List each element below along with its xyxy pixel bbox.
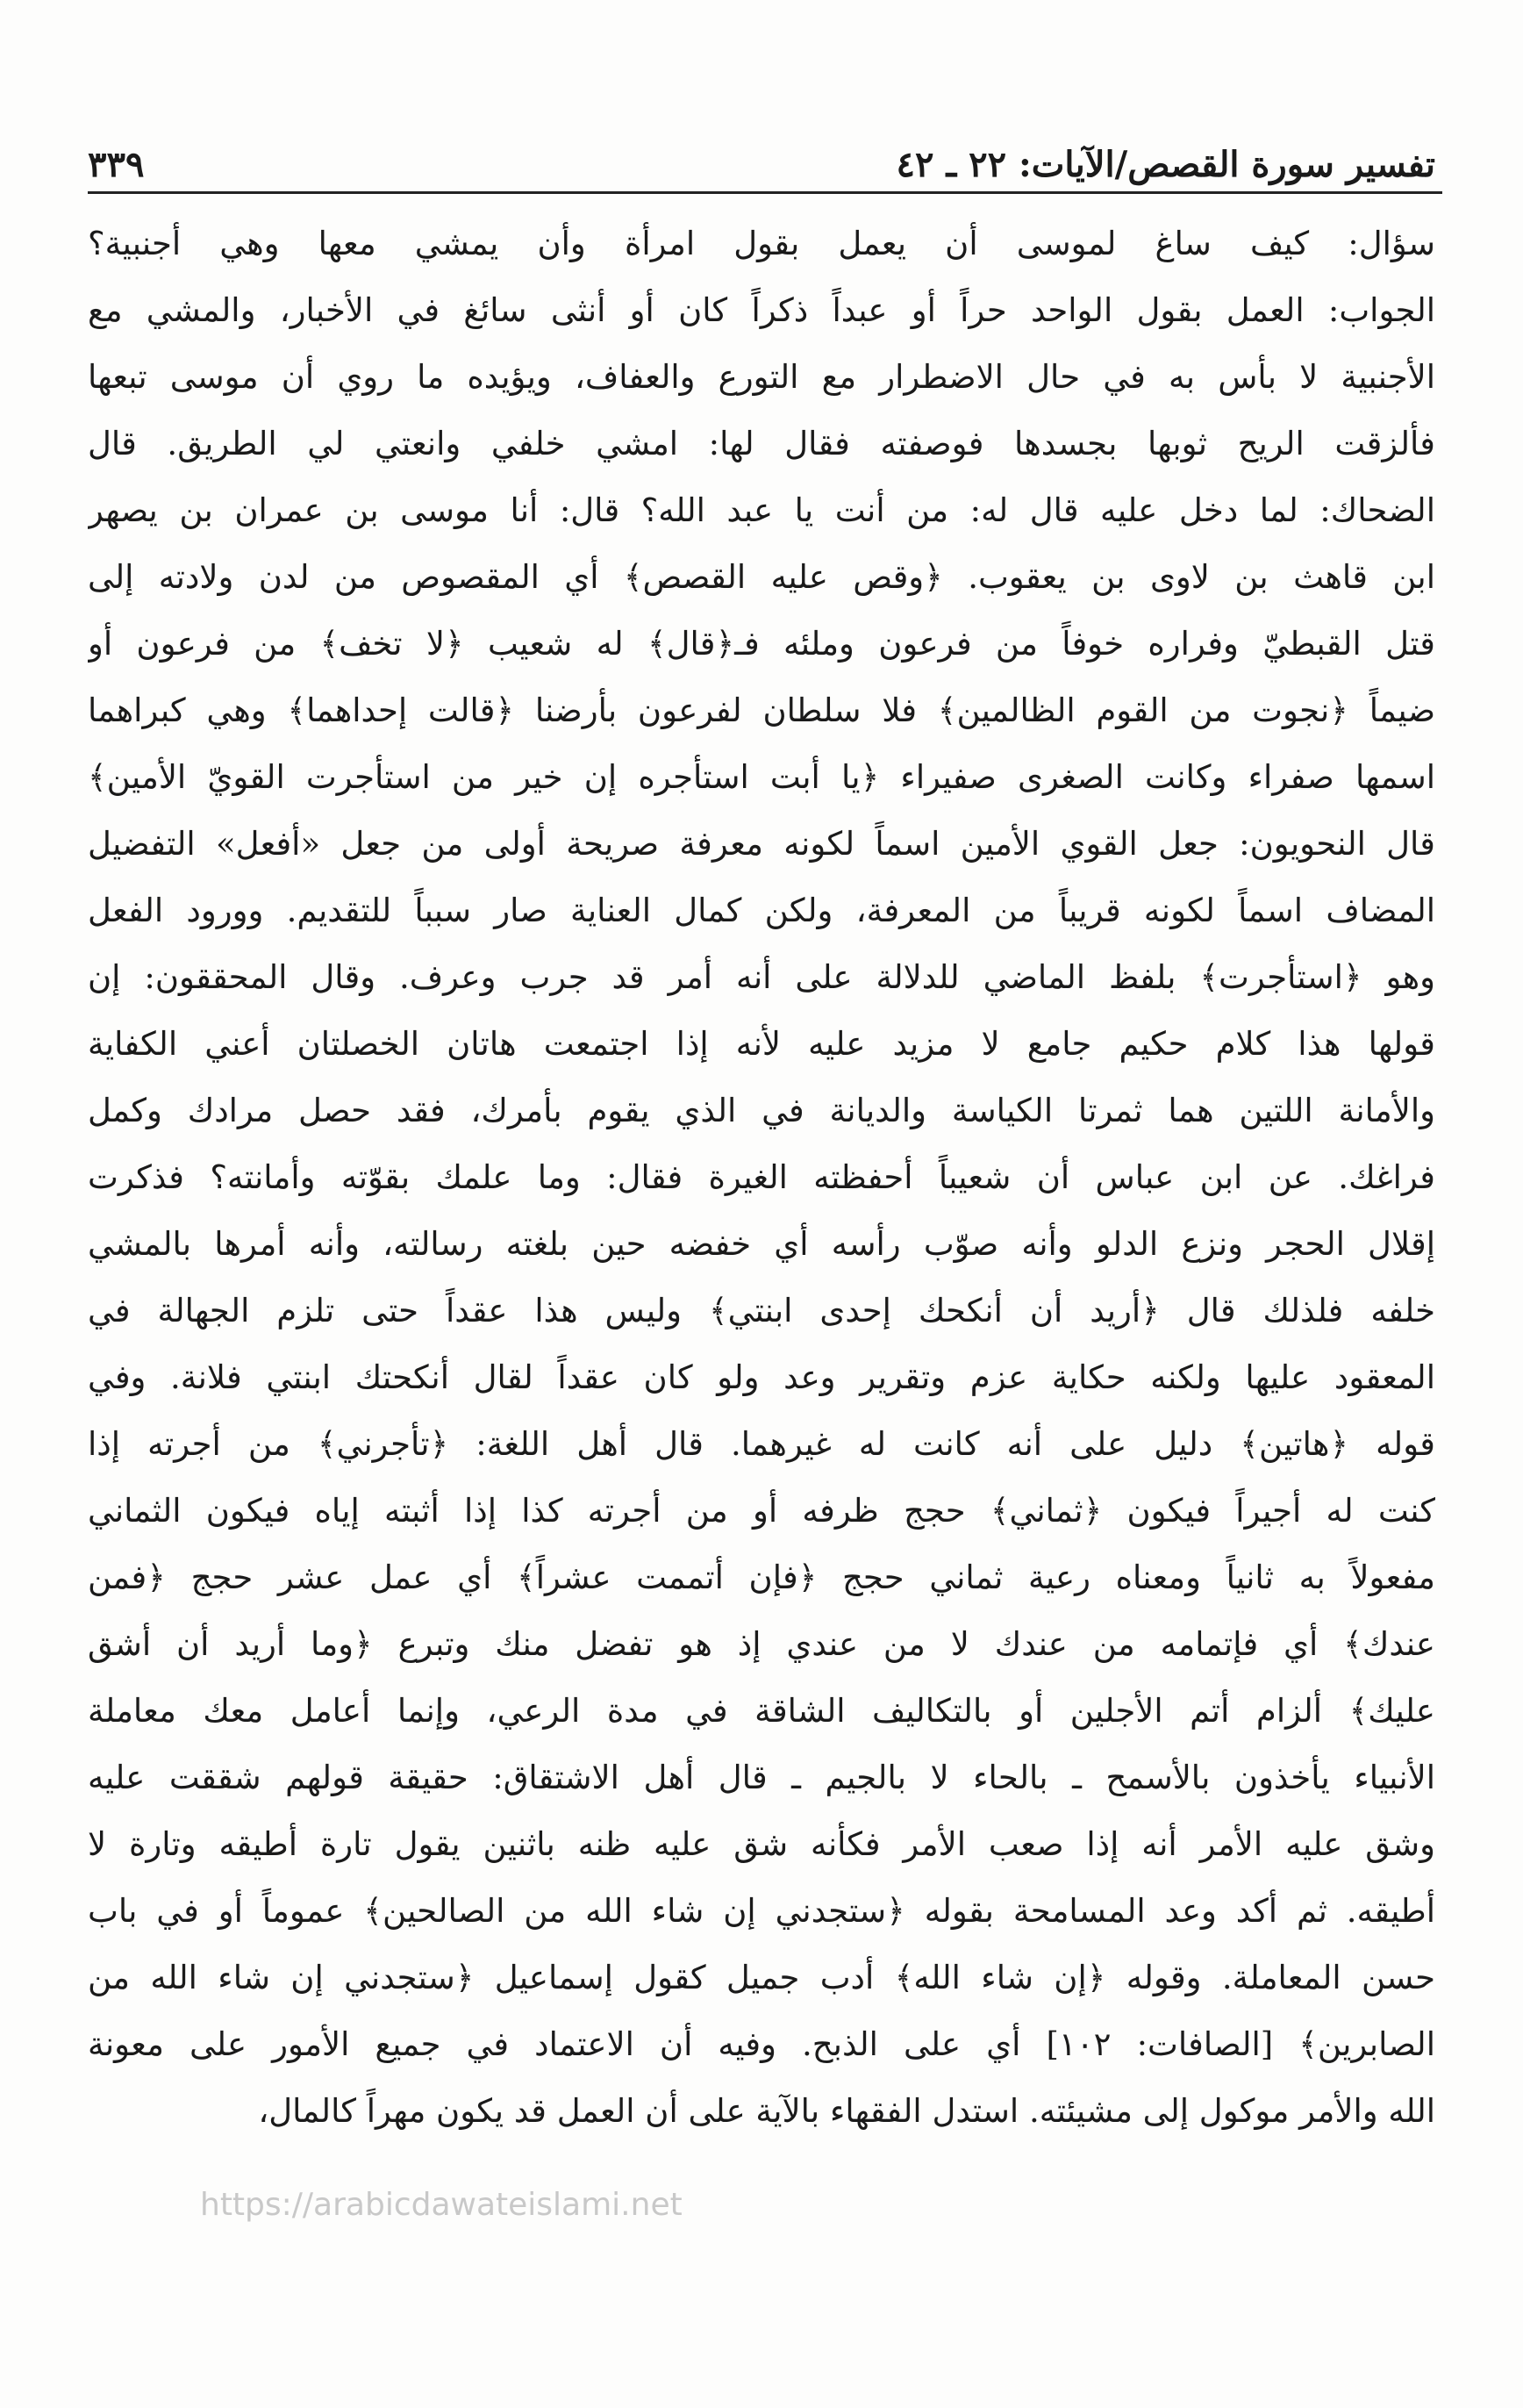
- text-line: قال النحويون: جعل القوي الأمين اسماً لكونه معرفة صريحة أولى من جعل «أفعل» التفضيل: [88, 825, 1435, 863]
- text-line: الله والأمر موكول إلى مشيئته. استدل الفقهاء بالآية على أن العمل قد يكون مهراً كالمال،: [258, 2092, 1435, 2130]
- text-line: قولها هذا كلام حكيم جامع لا مزيد عليه لأنه إذا اجتمعت هاتان الخصلتان أعني الكفاية: [88, 1025, 1435, 1063]
- text-line: كنت له أجيراً فيكون ﴿ثماني﴾ حجج ظرفه أو من أجرته كذا إذا أثبته إياه فيكون الثماني: [88, 1492, 1435, 1530]
- text-line: الأجنبية لا بأس به في حال الاضطرار مع التورع والعفاف، ويؤيده ما روي أن موسى تبعها: [88, 358, 1435, 396]
- text-line: الضحاك: لما دخل عليه قال له: من أنت يا عبد الله؟ قال: أنا موسى بن عمران بن يصهر: [88, 491, 1435, 529]
- text-line: خلفه فلذلك قال ﴿أريد أن أنكحك إحدى ابنتي﴾ وليس هذا عقداً حتى تلزم الجهالة في: [88, 1292, 1435, 1329]
- text-line: فألزقت الريح ثوبها بجسدها فوصفته فقال لها: امشي خلفي وانعتي لي الطريق. قال: [88, 425, 1435, 462]
- running-header-title: تفسير سورة القصص/الآيات: ٢٢ ـ ٤٢: [896, 144, 1435, 185]
- text-line: المعقود عليها ولكنه حكاية عزم وتقرير وعد ولو كان عقداً لقال أنكحتك ابنتي فلانة. وفي: [88, 1358, 1435, 1396]
- text-line: الأنبياء يأخذون بالأسمح ـ بالحاء لا بالجيم ـ قال أهل الاشتقاق: حقيقة قولهم شققت عليه: [88, 1759, 1435, 1796]
- text-line: والأمانة اللتين هما ثمرتا الكياسة والديانة في الذي يقوم بأمرك، فقد حصل مرادك وكمل: [88, 1092, 1435, 1129]
- body-text: [88, 211, 1435, 2229]
- text-line: أطيقه. ثم أكد وعد المسامحة بقوله ﴿ستجدني إن شاء الله من الصالحين﴾ عموماً أو في باب: [88, 1892, 1435, 1930]
- text-line: مفعولاً به ثانياً ومعناه رعية ثماني حجج ﴿فإن أتممت عشراً﴾ أي عمل عشر حجج ﴿فمن: [88, 1559, 1435, 1596]
- text-line: المضاف اسماً لكونه قريباً من المعرفة، ولكن كمال العناية صار سبباً للتقديم. وورود الفعل: [88, 892, 1435, 929]
- text-line: اسمها صفراء وكانت الصغرى صفيراء ﴿يا أبت استأجره إن خير من استأجرت القويّ الأمين﴾: [88, 758, 1435, 796]
- text-line: الصابرين﴾ [الصافات: ١٠٢] أي على الذبح. وفيه أن الاعتماد في جميع الأمور على معونة: [88, 2025, 1435, 2063]
- text-line: فراغك. عن ابن عباس أن شعيباً أحفظته الغيرة فقال: وما علمك بقوّته وأمانته؟ فذكرت: [88, 1158, 1435, 1196]
- text-line: حسن المعاملة. وقوله ﴿إن شاء الله﴾ أدب جميل كقول إسماعيل ﴿ستجدني إن شاء الله من: [88, 1959, 1435, 1996]
- text-line: عندك﴾ أي فإتمامه من عندك لا من عندي إذ هو تفضل منك وتبرع ﴿وما أريد أن أشق: [88, 1625, 1435, 1663]
- text-line: وهو ﴿استأجرت﴾ بلفظ الماضي للدلالة على أنه أمر قد جرب وعرف. وقال المحققون: إن: [88, 958, 1435, 996]
- watermark-url: https://arabicdawateislami.net: [200, 2187, 683, 2223]
- text-line: ابن قاهث بن لاوى بن يعقوب. ﴿وقص عليه القصص﴾ أي المقصوص من لدن ولادته إلى: [88, 558, 1435, 596]
- text-line: قوله ﴿هاتين﴾ دليل على أنه كانت له غيرهما. قال أهل اللغة: ﴿تأجرني﴾ من أجرته إذا: [88, 1425, 1435, 1463]
- page-number: ٣٣٩: [88, 144, 145, 185]
- header-divider: [88, 191, 1442, 194]
- text-line: عليك﴾ ألزام أتم الأجلين أو بالتكاليف الشاقة في مدة الرعي، وإنما أعامل معك معاملة: [88, 1692, 1435, 1730]
- text-line: الجواب: العمل بقول الواحد حراً أو عبداً ذكراً كان أو أنثى سائغ في الأخبار، والمشي مع: [88, 291, 1435, 329]
- text-line: ضيماً ﴿نجوت من القوم الظالمين﴾ فلا سلطان لفرعون بأرضنا ﴿قالت إحداهما﴾ وهي كبراهما: [88, 692, 1435, 729]
- text-line: سؤال: كيف ساغ لموسى أن يعمل بقول امرأة وأن يمشي معها وهي أجنبية؟: [88, 225, 1435, 262]
- text-line: وشق عليه الأمر أنه إذا صعب الأمر فكأنه شق عليه ظنه باثنين يقول تارة أطيقه وتارة لا: [88, 1825, 1435, 1863]
- text-line: إقلال الحجر ونزع الدلو وأنه صوّب رأسه أي خفضه حين بلغته رسالته، وأنه أمرها بالمشي: [88, 1225, 1435, 1263]
- running-header: [88, 114, 1435, 193]
- text-line: قتل القبطيّ وفراره خوفاً من فرعون وملئه فـ﴿قال﴾ له شعيب ﴿لا تخف﴾ من فرعون أو: [88, 625, 1435, 663]
